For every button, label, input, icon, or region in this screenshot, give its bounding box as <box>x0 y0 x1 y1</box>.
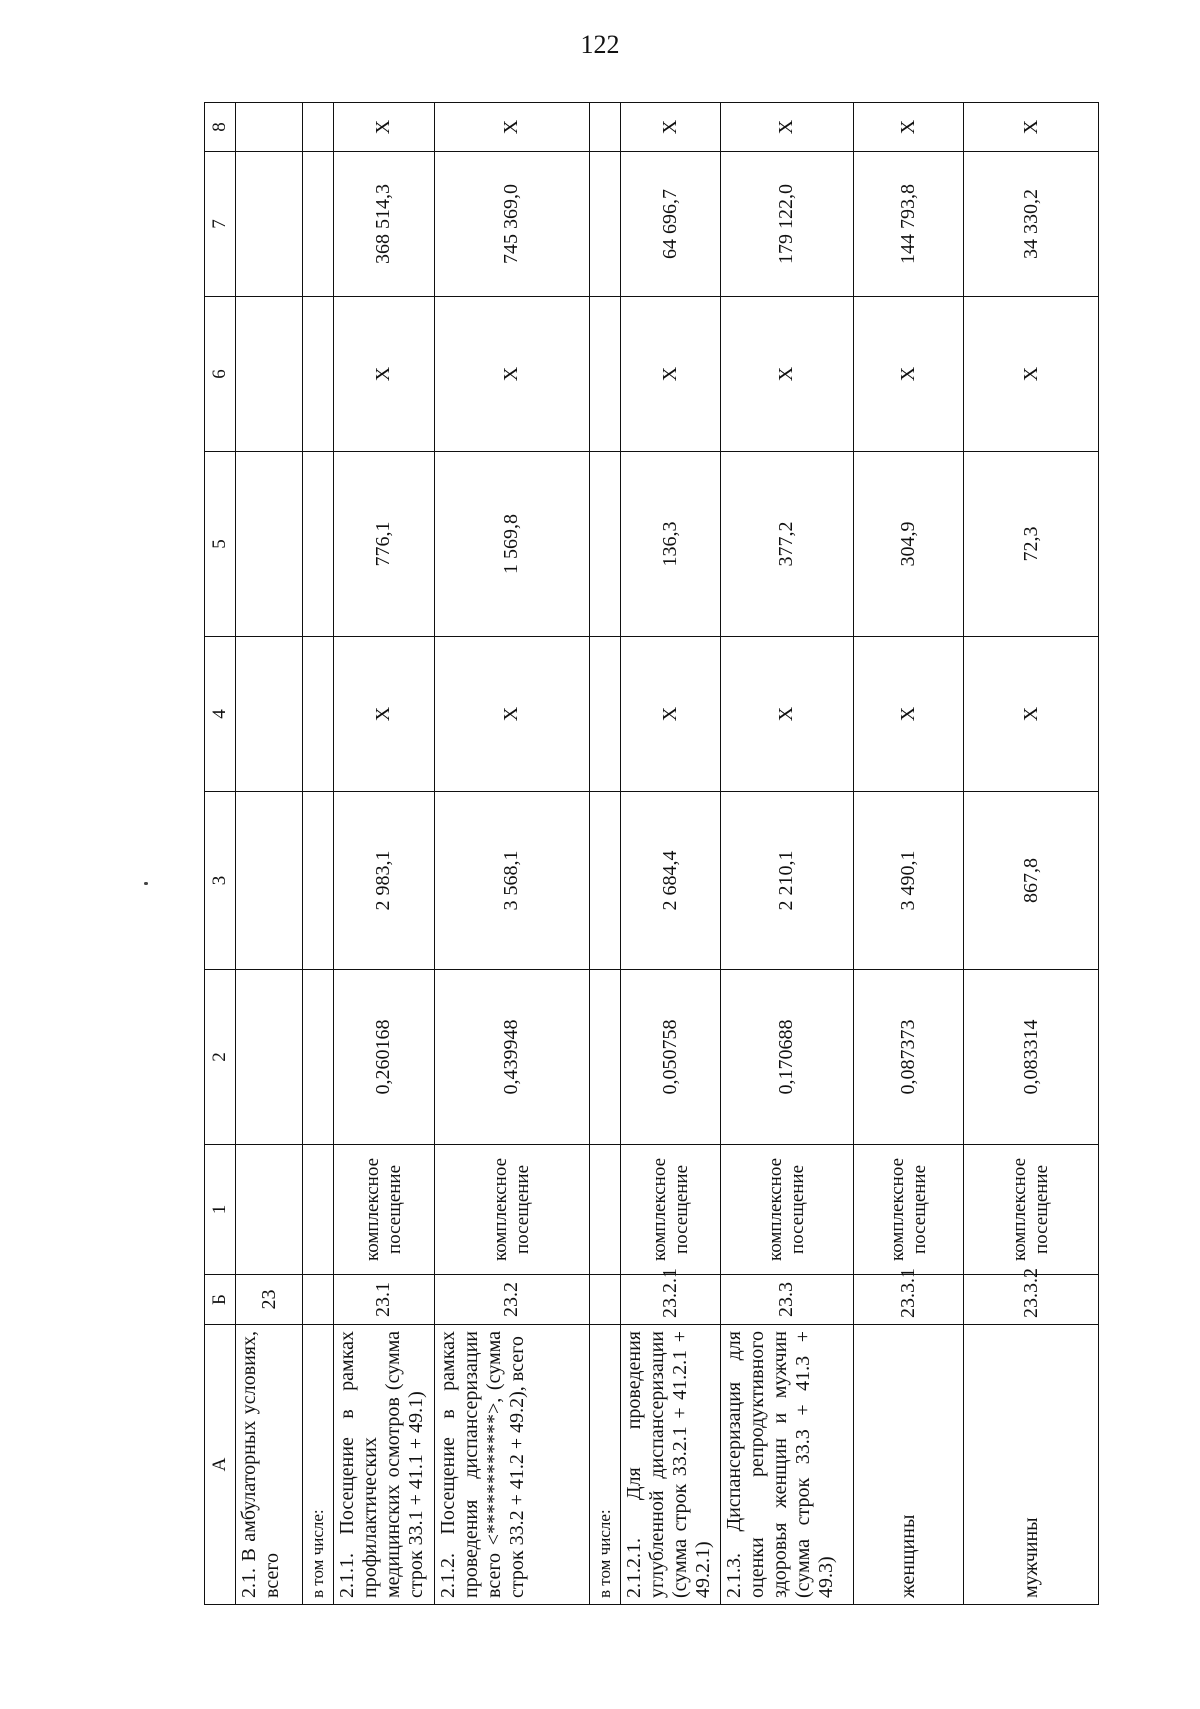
cell-col-6: X <box>721 297 853 452</box>
row-code: 23.3.2 <box>964 1275 1099 1325</box>
row-name: в том числе: <box>303 1325 334 1605</box>
header-col-b: Б <box>205 1275 236 1325</box>
cell-col-4: X <box>853 637 964 792</box>
header-col-7: 7 <box>205 152 236 297</box>
table-row <box>589 103 620 1605</box>
cell-col-8: X <box>434 103 589 152</box>
page-number: 122 <box>580 30 620 59</box>
row-unit <box>236 1145 303 1275</box>
cell-col-6: X <box>334 297 434 452</box>
cell-col-2 <box>236 970 303 1145</box>
cell-col-6: X <box>964 297 1099 452</box>
cell-col-2: 0,439948 <box>434 970 589 1145</box>
cell-col-2: 0,260168 <box>334 970 434 1145</box>
table-row <box>236 103 303 1605</box>
row-name: мужчины <box>964 1325 1099 1605</box>
cell-col-8: X <box>334 103 434 152</box>
row-unit: комплексное посещение <box>964 1145 1099 1275</box>
row-code <box>303 1275 334 1325</box>
row-name: 2.1.2. Посещение в рамках проведения диспансеризации всего <************>, (сумма строк 33.2 + 41.2 + 49.2), всего <box>434 1325 589 1605</box>
cell-col-3 <box>589 792 620 970</box>
cell-col-6 <box>303 297 334 452</box>
cell-col-4 <box>303 637 334 792</box>
cell-col-4: X <box>334 637 434 792</box>
cell-col-5: 377,2 <box>721 452 853 637</box>
cell-col-2: 0,050758 <box>620 970 720 1145</box>
row-name: 2.1.3. Диспансеризация для оценки репродуктивного здоровья женщин и мужчин (сумма строк 33.3 + 41.3 + 49.3) <box>721 1325 853 1605</box>
cell-col-2 <box>589 970 620 1145</box>
cell-col-3 <box>303 792 334 970</box>
cell-col-3: 3 568,1 <box>434 792 589 970</box>
cell-col-8: X <box>620 103 720 152</box>
row-unit: комплексное посещение <box>721 1145 853 1275</box>
header-col-6: 6 <box>205 297 236 452</box>
cell-col-7 <box>589 152 620 297</box>
cell-col-4 <box>589 637 620 792</box>
table-row <box>721 103 853 1605</box>
cell-col-5: 72,3 <box>964 452 1099 637</box>
cell-col-6 <box>236 297 303 452</box>
row-name: 2.1. В амбулаторных условиях, всего <box>236 1325 303 1605</box>
cell-col-5 <box>236 452 303 637</box>
cell-col-3: 2 684,4 <box>620 792 720 970</box>
header-col-1: 1 <box>205 1145 236 1275</box>
cell-col-5: 304,9 <box>853 452 964 637</box>
cell-col-7: 368 514,3 <box>334 152 434 297</box>
cell-col-7: 179 122,0 <box>721 152 853 297</box>
row-unit <box>303 1145 334 1275</box>
row-unit: комплексное посещение <box>434 1145 589 1275</box>
row-unit: комплексное посещение <box>334 1145 434 1275</box>
row-unit: комплексное посещение <box>853 1145 964 1275</box>
cell-col-5 <box>303 452 334 637</box>
cell-col-7: 144 793,8 <box>853 152 964 297</box>
header-col-5: 5 <box>205 452 236 637</box>
table-row <box>964 103 1099 1605</box>
cell-col-8 <box>236 103 303 152</box>
row-name: женщины <box>853 1325 964 1605</box>
row-code: 23.3 <box>721 1275 853 1325</box>
cell-col-7: 64 696,7 <box>620 152 720 297</box>
cell-col-7: 34 330,2 <box>964 152 1099 297</box>
cell-col-2: 0,087373 <box>853 970 964 1145</box>
cell-col-5 <box>589 452 620 637</box>
row-unit <box>589 1145 620 1275</box>
cell-col-5: 776,1 <box>334 452 434 637</box>
row-name: 2.1.1. Посещение в рамках профилактических медицинских осмотров (сумма строк 33.1 + 41.1 + 49.1) <box>334 1325 434 1605</box>
cell-col-6: X <box>853 297 964 452</box>
cell-col-2 <box>303 970 334 1145</box>
cell-col-3: 2 983,1 <box>334 792 434 970</box>
table-row <box>434 103 589 1605</box>
cell-col-4: X <box>620 637 720 792</box>
cell-col-4: X <box>434 637 589 792</box>
row-code: 23.3.1 <box>853 1275 964 1325</box>
cell-col-5: 136,3 <box>620 452 720 637</box>
row-code: 23.2 <box>434 1275 589 1325</box>
cell-col-3: 2 210,1 <box>721 792 853 970</box>
row-code <box>589 1275 620 1325</box>
table-row <box>303 103 334 1605</box>
row-code: 23.1 <box>334 1275 434 1325</box>
row-name: 2.1.2.1. Для проведения углубленной диспансеризации (сумма строк 33.2.1 + 41.2.1 + 49.2.1) <box>620 1325 720 1605</box>
cell-col-2: 0,170688 <box>721 970 853 1145</box>
cell-col-4 <box>236 637 303 792</box>
header-row <box>205 103 236 1605</box>
cell-col-4: X <box>721 637 853 792</box>
header-col-a: А <box>205 1325 236 1605</box>
cell-col-8: X <box>964 103 1099 152</box>
header-col-8: 8 <box>205 103 236 152</box>
cell-col-2: 0,083314 <box>964 970 1099 1145</box>
table-row <box>853 103 964 1605</box>
cell-col-5: 1 569,8 <box>434 452 589 637</box>
cell-col-6: X <box>620 297 720 452</box>
row-code: 23 <box>236 1275 303 1325</box>
header-col-2: 2 <box>205 970 236 1145</box>
scan-speck <box>144 882 148 885</box>
table-row <box>620 103 720 1605</box>
cell-col-8: X <box>721 103 853 152</box>
row-unit: комплексное посещение <box>620 1145 720 1275</box>
volume-table <box>204 102 1099 1605</box>
table-row <box>334 103 434 1605</box>
cell-col-8 <box>303 103 334 152</box>
rotated-table-container <box>204 103 1099 1605</box>
cell-col-8: X <box>853 103 964 152</box>
cell-col-3: 867,8 <box>964 792 1099 970</box>
cell-col-8 <box>589 103 620 152</box>
cell-col-7: 745 369,0 <box>434 152 589 297</box>
cell-col-3 <box>236 792 303 970</box>
row-name: в том числе: <box>589 1325 620 1605</box>
cell-col-3: 3 490,1 <box>853 792 964 970</box>
cell-col-6: X <box>434 297 589 452</box>
row-code: 23.2.1 <box>620 1275 720 1325</box>
cell-col-7 <box>303 152 334 297</box>
cell-col-6 <box>589 297 620 452</box>
header-col-3: 3 <box>205 792 236 970</box>
cell-col-7 <box>236 152 303 297</box>
header-col-4: 4 <box>205 637 236 792</box>
cell-col-4: X <box>964 637 1099 792</box>
